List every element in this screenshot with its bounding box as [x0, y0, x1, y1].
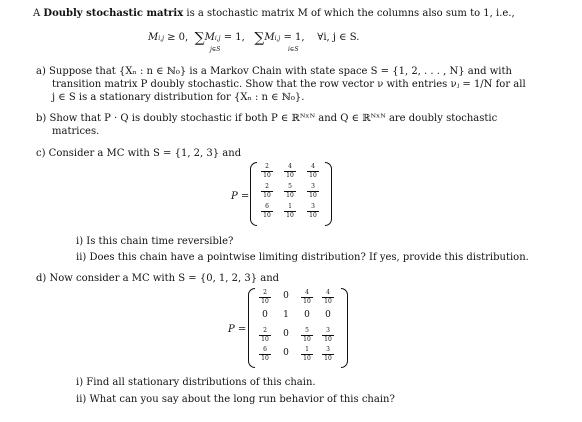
- matrix-entry: [258, 184, 276, 199]
- fraction-denominator: 10: [303, 355, 311, 362]
- part-b-line-1: b) Show that P · Q is doubly stochastic if both P ∈ ℝᴺˣᴺ and Q ∈ ℝᴺˣᴺ are doubly stochastic: [36, 113, 498, 124]
- fraction-numerator: 3: [326, 346, 330, 353]
- part-d-matrix-label: P =: [228, 324, 247, 335]
- fraction-numerator: 4: [305, 289, 309, 296]
- part-c-question-2: ii) Does this chain have a pointwise limiting distribution? If yes, provide this distribution.: [76, 252, 529, 263]
- fraction-numerator: 6: [263, 346, 267, 353]
- fraction-numerator: 1: [288, 203, 292, 210]
- eq-sub-ij: i,j: [158, 35, 164, 42]
- fraction-numerator: 2: [263, 289, 267, 296]
- matrix-entry: [281, 164, 299, 179]
- matrix-entry: [304, 204, 322, 219]
- fraction-denominator: 10: [261, 298, 269, 305]
- fraction-denominator: 10: [309, 192, 317, 199]
- matrix-entry: [298, 328, 316, 343]
- fraction-denominator: 10: [263, 192, 271, 199]
- matrix-entry: [319, 290, 337, 305]
- fraction-denominator: 10: [303, 336, 311, 343]
- matrix-entry: [298, 347, 316, 362]
- definition-equation: [148, 30, 359, 46]
- fraction-numerator: 1: [305, 346, 309, 353]
- eq-geq: ≥ 0,: [163, 32, 189, 43]
- fraction-numerator: 3: [311, 183, 315, 190]
- left-bracket: [248, 288, 255, 368]
- sum1-index: j∈S: [210, 46, 221, 53]
- right-bracket: [325, 162, 332, 226]
- matrix-entry: [258, 204, 276, 219]
- part-c-matrix: [250, 162, 332, 226]
- part-d-matrix: [248, 288, 348, 368]
- definition-term: Doubly stochastic matrix: [43, 8, 184, 19]
- matrix-entry: 0: [262, 310, 268, 320]
- eq-sum1-var: M: [204, 32, 215, 43]
- matrix-entry: [256, 328, 274, 343]
- part-d-question-1: i) Find all stationary distributions of this chain.: [76, 377, 316, 388]
- matrix-entry: [319, 347, 337, 362]
- matrix-entry: 0: [304, 310, 310, 320]
- sum-symbol-1: ∑: [194, 30, 205, 46]
- part-c-intro: c) Consider a MC with S = {1, 2, 3} and: [36, 148, 242, 159]
- matrix-entry: [304, 164, 322, 179]
- matrix-entry: [319, 328, 337, 343]
- eq-sum1-eq: = 1,: [220, 32, 245, 43]
- matrix-entry: [298, 290, 316, 305]
- fraction-denominator: 10: [286, 212, 294, 219]
- part-b-line-2: matrices.: [52, 126, 100, 137]
- fraction-denominator: 10: [324, 298, 332, 305]
- definition-rest: is a stochastic matrix M of which the columns also sum to 1, i.e.,: [183, 8, 515, 19]
- fraction-numerator: 4: [311, 163, 315, 170]
- fraction-denominator: 10: [324, 336, 332, 343]
- fraction-numerator: 5: [288, 183, 292, 190]
- matrix-entry: [258, 164, 276, 179]
- fraction-numerator: 3: [326, 327, 330, 334]
- fraction-denominator: 10: [261, 336, 269, 343]
- fraction-denominator: 10: [263, 172, 271, 179]
- matrix-entry: 1: [283, 310, 289, 320]
- eq-m: M: [148, 32, 159, 43]
- part-d-question-2: ii) What can you say about the long run behavior of this chain?: [76, 394, 395, 405]
- fraction-numerator: 3: [311, 203, 315, 210]
- definition-prefix: A: [33, 8, 44, 19]
- eq-sum1-sub: i,j: [214, 35, 221, 42]
- eq-sum2-sub: i,j: [274, 35, 281, 42]
- part-c-question-1: i) Is this chain time reversible?: [76, 236, 234, 247]
- matrix-entry: [256, 290, 274, 305]
- matrix-entry: [281, 204, 299, 219]
- matrix-entry: 0: [283, 348, 289, 358]
- definition-text: [33, 8, 515, 20]
- fraction-numerator: 2: [265, 163, 269, 170]
- matrix-entry: 0: [283, 329, 289, 339]
- part-a-line-3: j ∈ S is a stationary distribution for {Xₙ : n ∈ ℕ₀}.: [52, 92, 305, 103]
- right-bracket: [341, 288, 348, 368]
- fraction-denominator: 10: [303, 298, 311, 305]
- matrix-entry: [281, 184, 299, 199]
- fraction-numerator: 4: [288, 163, 292, 170]
- matrix-entry: [256, 347, 274, 362]
- fraction-denominator: 10: [309, 172, 317, 179]
- matrix-entry: [304, 184, 322, 199]
- sum-symbol-2: ∑: [254, 30, 265, 46]
- matrix-entry: 0: [325, 310, 331, 320]
- matrix-entry: 0: [283, 291, 289, 301]
- fraction-denominator: 10: [309, 212, 317, 219]
- eq-sum2-eq: = 1,: [280, 32, 305, 43]
- part-a-line-1: a) Suppose that {Xₙ : n ∈ ℕ₀} is a Markov Chain with state space S = {1, 2, . . . , N} and with: [36, 66, 512, 77]
- fraction-denominator: 10: [286, 172, 294, 179]
- fraction-denominator: 10: [324, 355, 332, 362]
- fraction-denominator: 10: [286, 192, 294, 199]
- left-bracket: [250, 162, 257, 226]
- fraction-numerator: 2: [263, 327, 267, 334]
- fraction-numerator: 6: [265, 203, 269, 210]
- fraction-denominator: 10: [261, 355, 269, 362]
- part-a-line-2: transition matrix P doubly stochastic. Show that the row vector ν with entries νⱼ = 1/N for all: [52, 79, 526, 90]
- fraction-numerator: 4: [326, 289, 330, 296]
- sum2-index: i∈S: [288, 46, 299, 53]
- eq-sum2-var: M: [264, 32, 275, 43]
- part-d-intro: d) Now consider a MC with S = {0, 1, 2, 3} and: [36, 273, 280, 284]
- fraction-numerator: 5: [305, 327, 309, 334]
- fraction-numerator: 2: [265, 183, 269, 190]
- part-c-matrix-label: P =: [231, 191, 250, 202]
- eq-forall: ∀i, j ∈ S.: [317, 32, 360, 43]
- fraction-denominator: 10: [263, 212, 271, 219]
